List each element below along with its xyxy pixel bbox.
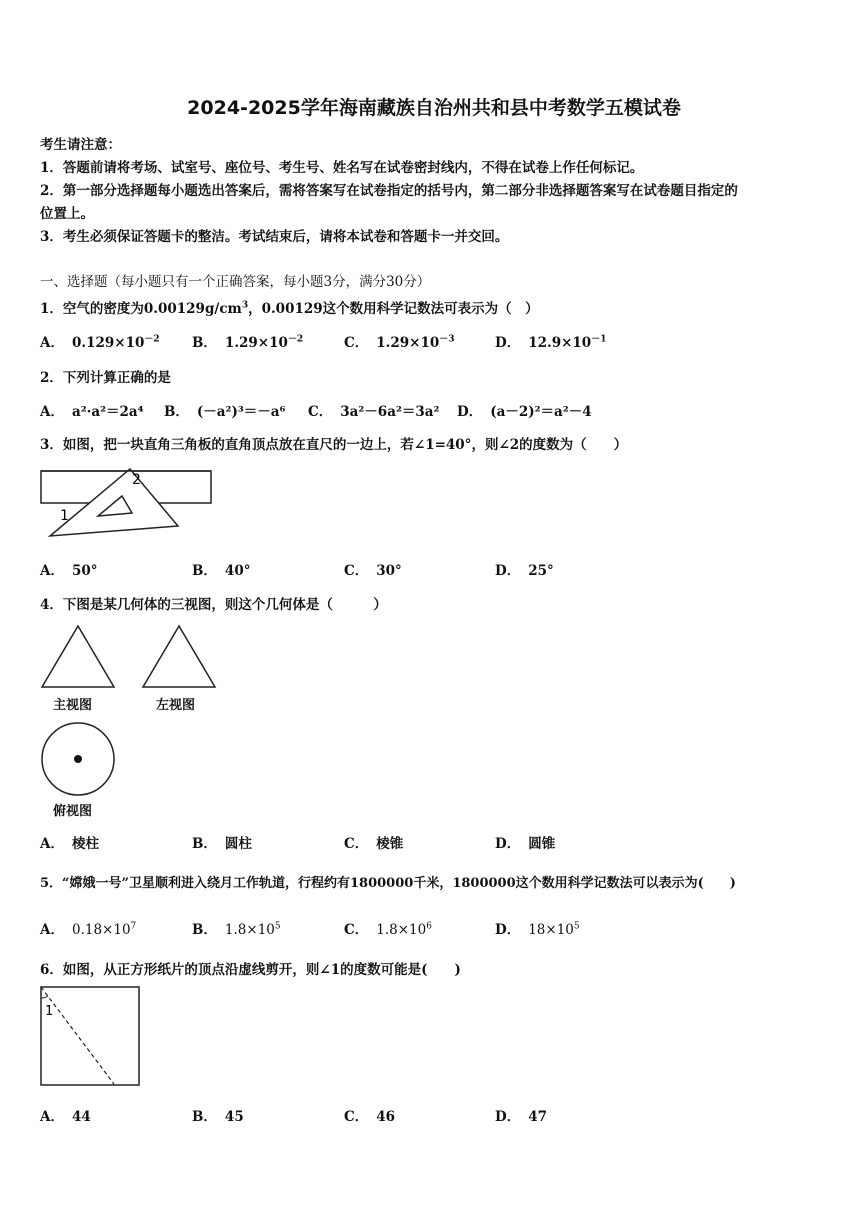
ruler-triangle-figure: [40, 466, 216, 542]
q4-option-b[interactable]: B． 圆柱: [192, 836, 252, 852]
q4-option-a[interactable]: A． 棱柱: [40, 836, 99, 852]
top-view-caption: 俯视图: [53, 804, 93, 819]
question-1-stem: [40, 297, 539, 317]
question-6-stem: 6．如图，从正方形纸片的顶点沿虚线剪开，则∠1的度数可能是( ): [40, 962, 461, 978]
q2-option-a[interactable]: A． a²·a²＝2a⁴: [40, 404, 144, 420]
notice-line-3: 3．考生必须保证答题卡的整洁。考试结束后，请将本试卷和答题卡一并交回。: [40, 229, 509, 245]
q6-option-d[interactable]: D． 47: [495, 1109, 548, 1125]
left-view-caption: 左视图: [156, 698, 196, 713]
q2-option-c[interactable]: C． 3a²－6a²＝3a²: [308, 404, 440, 420]
question-3-stem: 3．如图，把一块直角三角板的直角顶点放在直尺的一边上，若∠1=40°，则∠2的度数为（ ）: [40, 437, 628, 453]
angle-1-label: 1: [45, 1004, 54, 1019]
page-title: 2024-2025学年海南藏族自治州共和县中考数学五模试卷: [187, 97, 681, 119]
angle-2-label: 2: [132, 472, 141, 488]
q5-option-b[interactable]: B． $1.8\times 10^5$: [192, 921, 281, 938]
q3-option-b[interactable]: B． 40°: [192, 563, 251, 579]
cut-line: [41, 987, 114, 1084]
q5-option-d[interactable]: D． $18\times 10^5$: [495, 921, 580, 938]
question-2-stem: 2．下列计算正确的是: [40, 370, 171, 386]
question-4-stem: 4．下图是某几何体的三视图，则这个几何体是（ ）: [40, 597, 387, 613]
q3-option-c[interactable]: C． 30°: [344, 563, 402, 579]
q1-option-a[interactable]: A． $0.129\times 10^{-2}$: [40, 334, 160, 351]
angle-arc: [41, 996, 48, 998]
q1-stem-a: 1．空气的密度为0.00129g/cm: [40, 301, 242, 317]
q1-option-d[interactable]: D． $12.9\times 10^{-1}$: [495, 334, 607, 351]
q2-option-d[interactable]: D． (a－2)²＝a²－4: [457, 404, 592, 420]
q2-option-b[interactable]: B． (－a²)³＝－a⁶: [164, 404, 286, 420]
q6-option-b[interactable]: B． 45: [192, 1109, 244, 1125]
angle-1-label: 1: [60, 508, 69, 524]
square-paper-figure: [40, 986, 142, 1088]
apex-dot: [74, 755, 82, 763]
q1-option-c[interactable]: C． $1.29\times 10^{-3}$: [344, 334, 455, 351]
notice-line-2b: 位置上。: [40, 206, 94, 222]
question-5-stem: 5．“嫦娥一号”卫星顺利进入绕月工作轨道，行程约有1800000千米，1800000这个数用科学记数法可以表示为( ): [40, 876, 736, 891]
q4-option-d[interactable]: D． 圆锥: [495, 836, 556, 852]
top-view-circle: [40, 721, 116, 797]
q4-option-c[interactable]: C． 棱锥: [344, 836, 404, 852]
front-view-caption: 主视图: [53, 698, 93, 713]
q3-option-a[interactable]: A． 50°: [40, 563, 98, 579]
notice-line-2a: 2．第一部分选择题每小题选出答案后，需将答案写在试卷指定的括号内，第二部分非选择题答案写在试卷题目指定的: [40, 183, 738, 199]
q5-option-a[interactable]: A． $0.18\times 10^7$: [40, 921, 137, 938]
notice-heading: 考生请注意：: [40, 137, 121, 153]
q3-option-d[interactable]: D． 25°: [495, 563, 554, 579]
q1-stem-b: ，0.00129这个数用科学记数法可表示为（ ）: [248, 301, 539, 317]
left-view-triangle: [141, 624, 217, 690]
q1-stem-sup: 3: [241, 300, 249, 311]
q1-option-b[interactable]: B． $1.29\times 10^{-2}$: [192, 334, 304, 351]
q6-option-c[interactable]: C． 46: [344, 1109, 396, 1125]
section-heading: 一、选择题（每小题只有一个正确答案，每小题3分，满分30分）: [40, 274, 431, 290]
q5-option-c[interactable]: C． $1.8\times 10^6$: [344, 921, 432, 938]
notice-line-1: 1．答题前请将考场、试室号、座位号、考生号、姓名写在试卷密封线内，不得在试卷上作任何标记。: [40, 160, 644, 176]
square-shape: [41, 987, 139, 1085]
front-view-triangle: [40, 624, 116, 690]
q6-option-a[interactable]: A． 44: [40, 1109, 91, 1125]
